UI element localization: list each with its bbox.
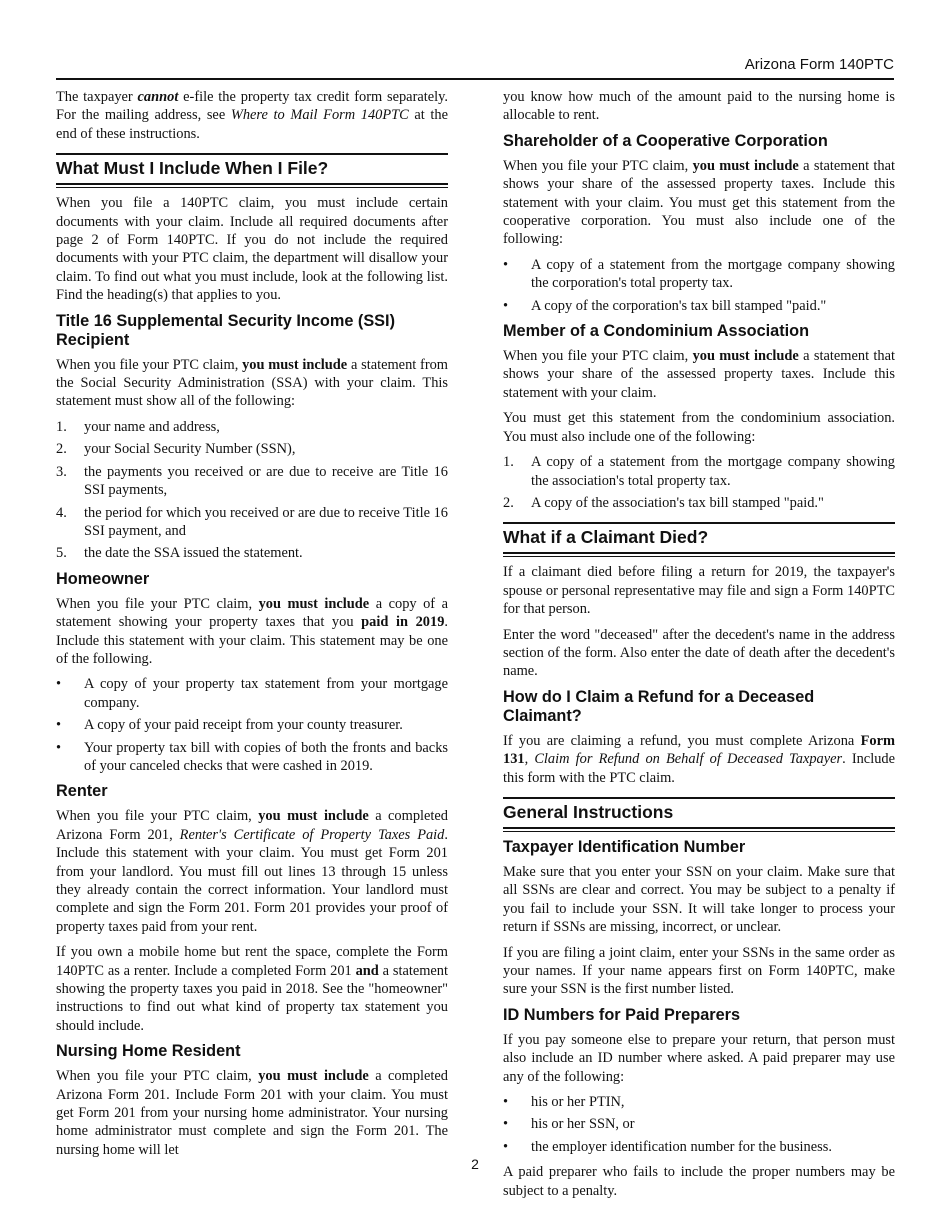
- died-paragraph-2: Enter the word "deceased" after the decedent's name in the address section of the form. Also enter the date of death after the decedent's name.: [503, 626, 895, 680]
- left-column: [56, 88, 448, 1166]
- bullet-icon: •: [56, 739, 62, 756]
- list-item: 1. your name and address,: [56, 418, 220, 435]
- ssi-paragraph: When you file your PTC claim, you must include a statement from the Social Security Administration (SSA) with your claim. This statement must show all of the following:: [56, 356, 448, 410]
- list-item: 2. A copy of the association's tax bill stamped "paid.": [503, 494, 824, 511]
- list-item: 2. your Social Security Number (SSN),: [56, 441, 296, 458]
- subheading-ssi: Title 16 Supplemental Security Income (SSI) Recipient: [56, 311, 395, 349]
- died-paragraph-1: If a claimant died before filing a return for 2019, the taxpayer's spouse or personal representative may file and sign a Form 140PTC for that person.: [503, 564, 895, 618]
- what-include-paragraph: When you file a 140PTC claim, you must include certain documents with your claim. Include all required documents after page 2 of Form 140PTC. If you do not include the required documents with your PTC claim, the department will disallow your claim. To find out what you must include, look at the following list. Find the heading(s) that applies to you.: [56, 195, 448, 304]
- list-item: • A copy of a statement from the mortgage company showing the corporation's total property tax.: [503, 256, 895, 292]
- condo-paragraph-2: You must get this statement from the condominium association. You must also include one of the following:: [503, 410, 895, 445]
- condo-list: [503, 453, 895, 512]
- subheading-deceased-refund: How do I Claim a Refund for a Deceased Claimant?: [503, 687, 815, 725]
- homeowner-paragraph: When you file your PTC claim, you must include a copy of a statement showing your property taxes that you paid in 2019. Include this statement with your claim. This statement may be one of the following.: [56, 595, 448, 667]
- subheading-condominium: Member of a Condominium Association: [503, 322, 810, 341]
- coop-paragraph: When you file your PTC claim, you must include a statement that shows your share of the assessed property taxes. Include this statement with your claim. You must get this statement from the cooperative corporation. You must also include one of the following:: [503, 157, 895, 248]
- bullet-icon: •: [56, 676, 62, 693]
- list-item: • the employer identification number for the business.: [503, 1138, 832, 1155]
- bullet-icon: •: [503, 1138, 509, 1155]
- page-number: 2: [471, 1156, 479, 1172]
- renter-paragraph-1: When you file your PTC claim, you must include a completed Arizona Form 201, Renter's Certificate of Property Taxes Paid. Include this statement with your claim. You must get Form 201 from your landlord. You must fill out lines 13 through 15 unless they already contain the correct information. Your landlord must complete and sign the Form 201. Form 201 provides your proof of property taxes paid from your rent.: [56, 808, 448, 935]
- bullet-icon: •: [503, 1116, 509, 1133]
- list-item: • Your property tax bill with copies of both the fronts and backs of your canceled checks that were cashed in 2019.: [56, 739, 448, 774]
- list-item: • his or her PTIN,: [503, 1094, 625, 1111]
- right-column: [503, 88, 895, 1207]
- section-heading-what-include: What Must I Include When I File?: [56, 153, 448, 185]
- list-item: 5. the date the SSA issued the statement.: [56, 545, 303, 562]
- list-item: 3. the payments you received or are due to receive are Title 16 SSI payments,: [56, 463, 448, 499]
- bullet-icon: •: [503, 1094, 509, 1111]
- ssi-list: [56, 418, 448, 563]
- intro-paragraph: The taxpayer cannot e-file the property tax credit form separately. For the mailing address, see Where to Mail Form 140PTC at the end of these instructions.: [56, 89, 449, 142]
- list-item: • A copy of your paid receipt from your county treasurer.: [56, 717, 403, 734]
- subheading-nursing-home: Nursing Home Resident: [56, 1042, 241, 1061]
- refund-paragraph: If you are claiming a refund, you must complete Arizona Form 131, Claim for Refund on Behalf of Deceased Taxpayer. Include this form with the PTC claim.: [503, 732, 895, 786]
- list-item: 4. the period for which you received or are due to receive Title 16 SSI payment, and: [56, 504, 448, 539]
- tin-paragraph-1: Make sure that you enter your SSN on your claim. Make sure that all SSNs are clear and correct. You may be subject to a penalty if you fail to include your SSN. It will take longer to process your return if SSNs are missing, incorrect, or unclear.: [503, 863, 895, 936]
- preparers-paragraph-1: If you pay someone else to prepare your return, that person must also include an ID number where asked. A paid preparer may use any of the following:: [503, 1031, 895, 1085]
- form-title: Arizona Form 140PTC: [744, 56, 894, 73]
- coop-bullets: [503, 256, 895, 315]
- condo-paragraph-1: When you file your PTC claim, you must include a statement that shows your share of the assessed property taxes. Include this statement with your claim.: [503, 348, 895, 401]
- renter-paragraph-2: If you own a mobile home but rent the space, complete the Form 140PTC as a renter. Include a completed Form 201 and a statement showing the property taxes you paid in 2018. See the "homeowner" instructions to find out what kind of property tax statement you should include.: [56, 944, 448, 1034]
- bullet-icon: •: [56, 717, 62, 734]
- nursing-paragraph: When you file your PTC claim, you must include a completed Arizona Form 201. Include Form 201 with your claim. You must get Form 201 from your nursing home administrator. Your nursing home administrator must complete and sign the Form 201. The nursing home will let: [56, 1068, 448, 1158]
- list-item: • his or her SSN, or: [503, 1116, 635, 1133]
- bullet-icon: •: [503, 256, 509, 273]
- tin-paragraph-2: If you are filing a joint claim, enter your SSNs in the same order as your names. If your name appears first on Form 140PTC, make sure your SSN is the first number listed.: [503, 944, 895, 998]
- subheading-renter: Renter: [56, 782, 108, 801]
- page-header: [56, 56, 894, 80]
- section-heading-claimant-died: What if a Claimant Died?: [503, 522, 895, 554]
- subheading-homeowner: Homeowner: [56, 569, 150, 588]
- bullet-icon: •: [503, 297, 509, 314]
- list-item: • A copy of your property tax statement from your mortgage company.: [56, 676, 448, 711]
- section-heading-general-instructions: General Instructions: [503, 797, 895, 829]
- subheading-cooperative: Shareholder of a Cooperative Corporation: [503, 131, 828, 150]
- list-item: 1. A copy of a statement from the mortgage company showing the association's total property tax.: [503, 454, 895, 489]
- nursing-continued-paragraph: you know how much of the amount paid to the nursing home is allocable to rent.: [503, 89, 895, 124]
- subheading-taxpayer-id: Taxpayer Identification Number: [503, 837, 746, 856]
- homeowner-bullets: [56, 675, 448, 775]
- preparers-bullets: [503, 1093, 895, 1156]
- subheading-paid-preparers: ID Numbers for Paid Preparers: [503, 1005, 741, 1024]
- list-item: • A copy of the corporation's tax bill stamped "paid.": [503, 297, 827, 314]
- preparers-paragraph-2: A paid preparer who fails to include the proper numbers may be subject to a penalty.: [503, 1164, 895, 1199]
